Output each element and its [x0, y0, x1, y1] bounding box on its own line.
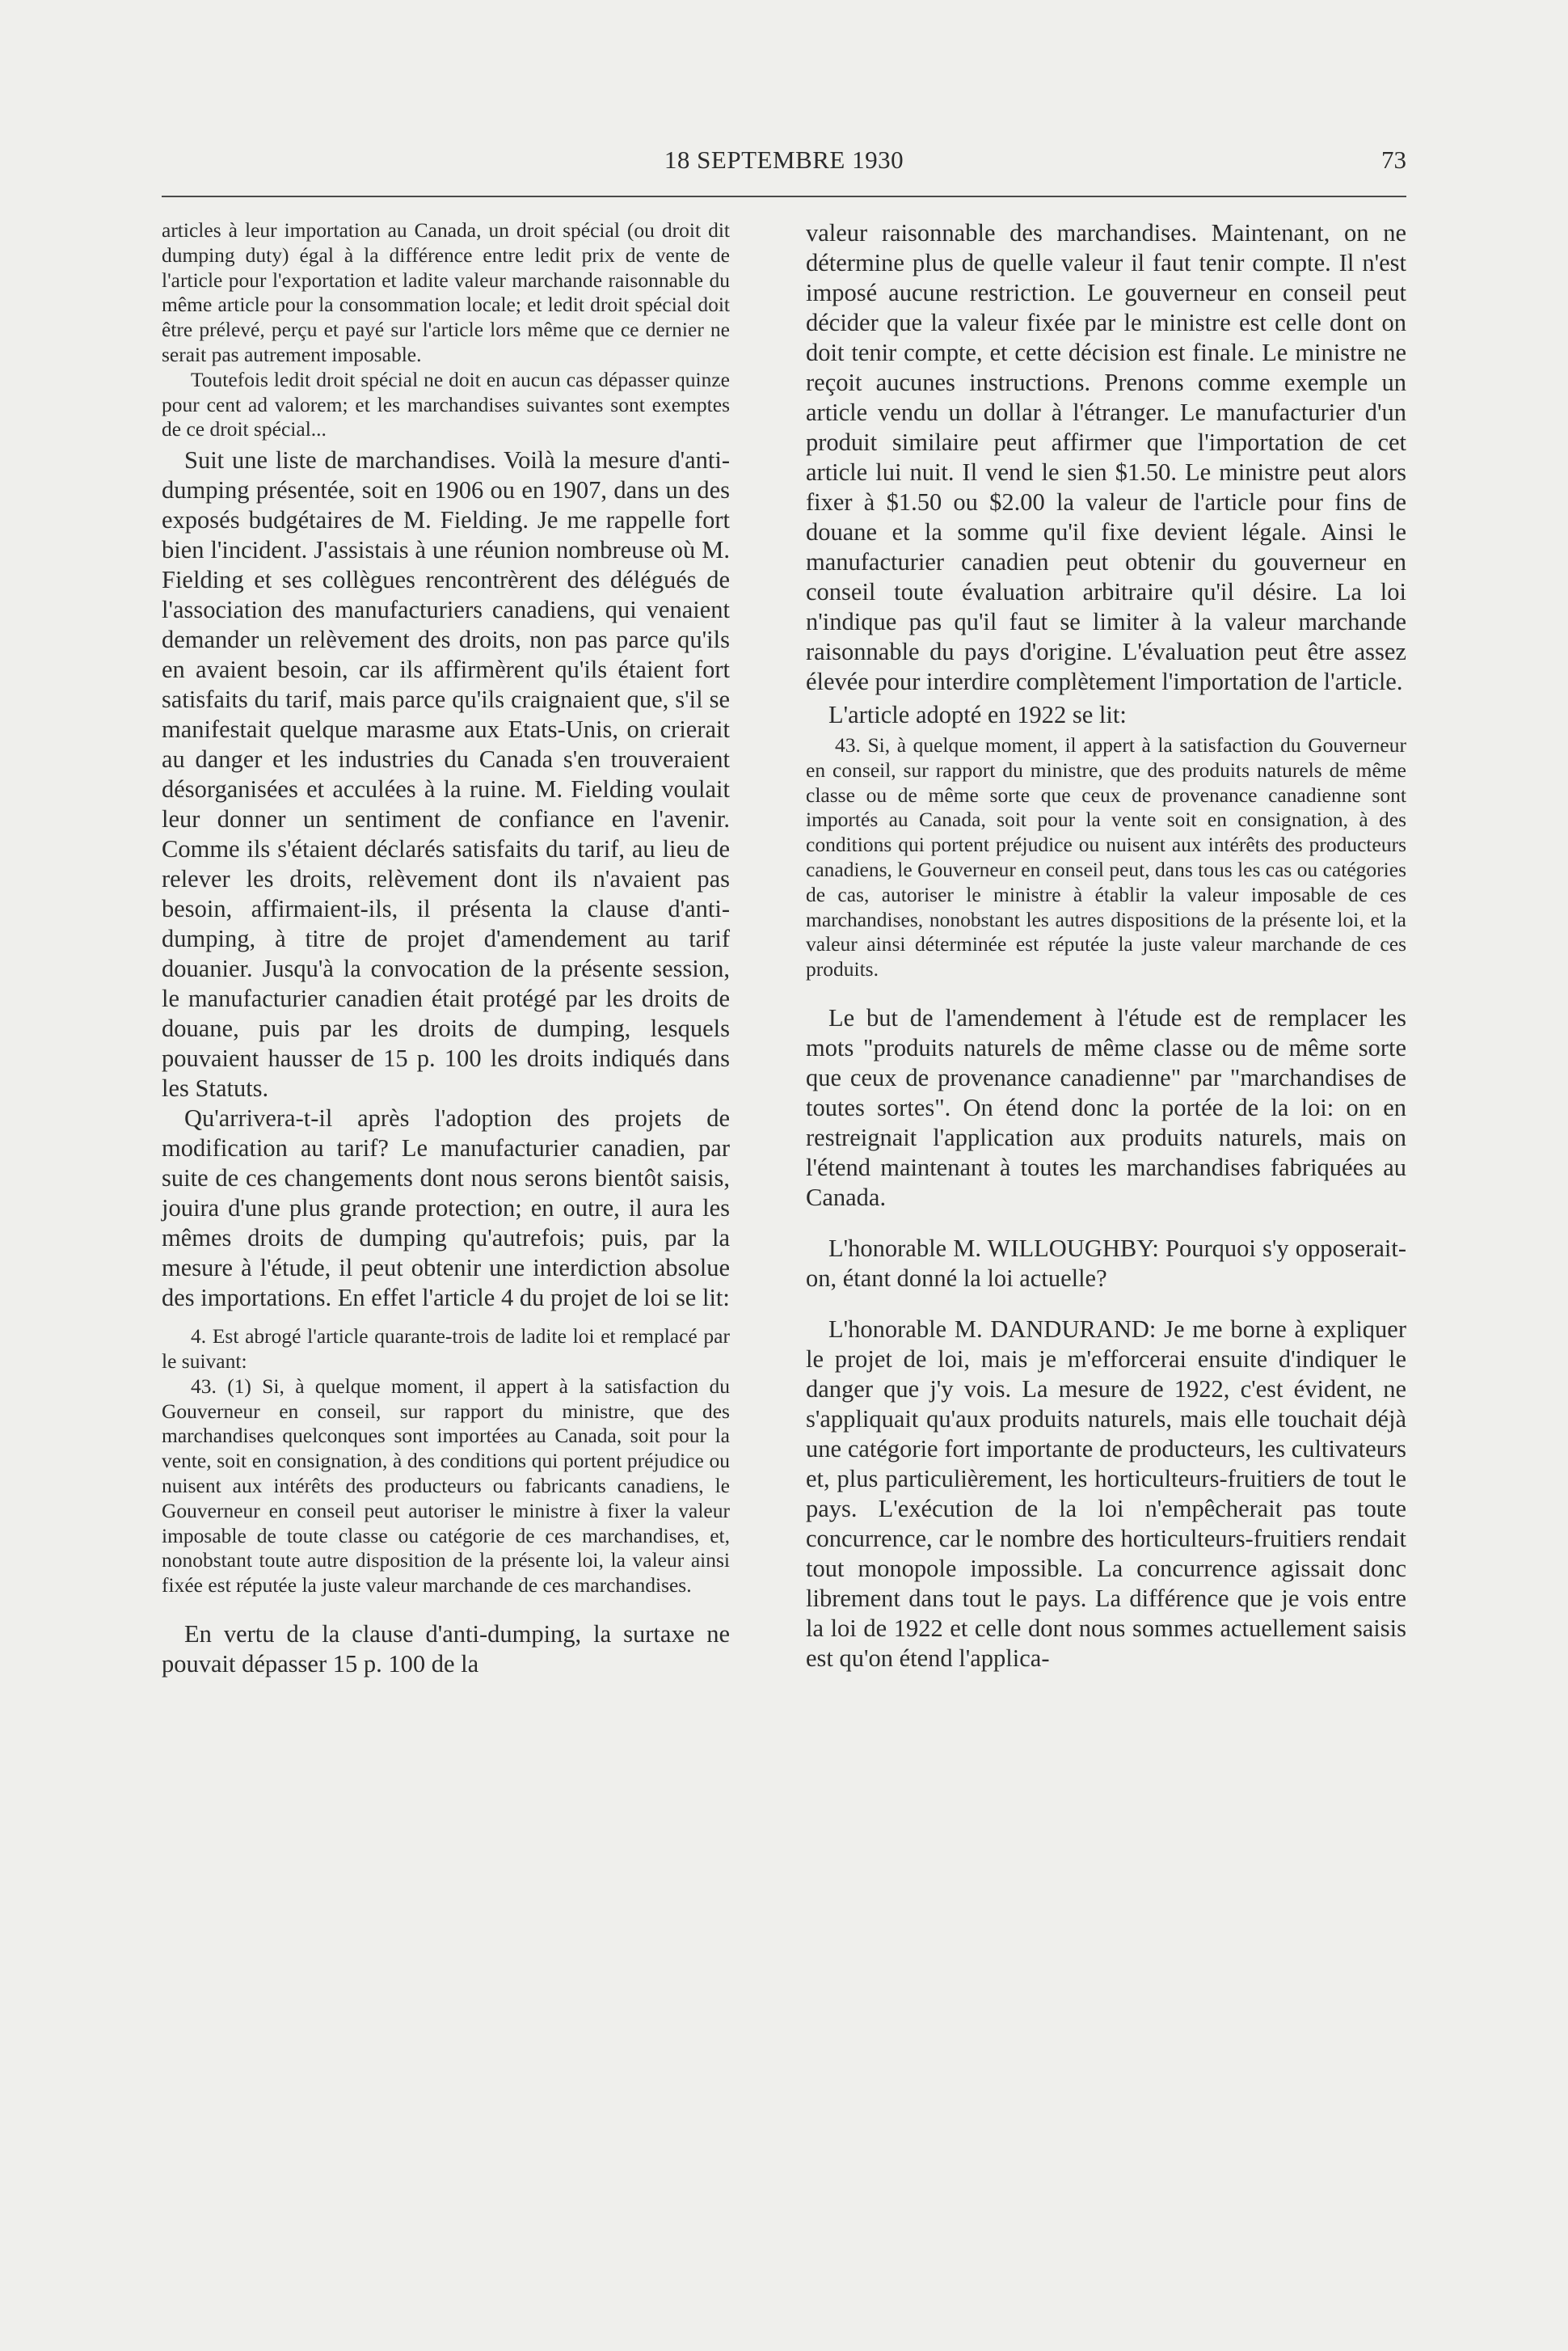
quoted-paragraph: 4. Est abrogé l'article quarante-trois de ladite loi et remplacé par le suivant: — [162, 1324, 730, 1373]
header-rule — [162, 196, 1406, 197]
body-paragraph: Suit une liste de marchandises. Voilà la mesure d'anti-dumping présentée, soit en 1906 ou en 1907, dans un des exposés budgétaires de M. Fielding. Je me rappelle fort bien l'incident. J'assistais à une réunion nombreuse où M. Fielding et ses collègues rencontrèrent des délégués de l'association des manufacturiers canadiens, qui venaient demander un relèvement des droits, non pas parce qu'ils en avaient besoin, car ils affirmèrent qu'ils étaient fort satisfaits du tarif, mais parce qu'ils craignaient que, s'il se manifestait quelque marasme aux Etats-Unis, on crierait au danger et les industries du Canada s'en trouveraient désorganisées et acculées à la ruine. M. Fielding voulait leur donner un sentiment de confiance en l'avenir. Comme ils s'étaient déclarés satisfaits du tarif, au lieu de relever les droits, relèvement dont ils n'avaient pas besoin, affirmaient-ils, il présenta la clause d'anti-dumping, à titre de projet d'amendement au tarif douanier. Jusqu'à la convocation de la présente session, le manufacturier canadien était protégé par les droits de douane, puis par les droits de dumping, lesquels pouvaient hausser de 15 p. 100 les droits indiqués dans les Statuts. — [162, 446, 730, 1103]
body-paragraph: L'article adopté en 1922 se lit: — [828, 701, 1127, 728]
body-paragraph: En vertu de la clause d'anti-dumping, la surtaxe ne pouvait dépasser 15 p. 100 de la — [162, 1619, 730, 1678]
page-header — [162, 139, 1406, 188]
quoted-paragraph: Toutefois ledit droit spécial ne doit en aucun cas dépasser quinze pour cent ad valorem; et les marchandises suivantes sont exemptes de ce droit spécial... — [162, 367, 730, 441]
page-number: 73 — [1381, 146, 1406, 174]
quoted-paragraph: 43. (1) Si, à quelque moment, il appert à la satisfaction du Gouverneur en conseil, sur rapport du ministre, que des marchandises quelconques sont importées au Canada, soit pour la vente, soit en consignation, à des conditions qui portent préjudice ou nuisent aux intérêts des producteurs ou fabricants canadiens, le Gouverneur en conseil peut autoriser le ministre à fixer la valeur imposable de toute classe ou catégorie de ces marchandises, et, nonobstant toute autre disposition de la présente loi, la valeur ainsi fixée est réputée la juste valeur marchande de ces marchandises. — [162, 1374, 730, 1598]
quoted-paragraph: 43. Si, à quelque moment, il appert à la satisfaction du Gouverneur en conseil, sur rapport du ministre, que des produits naturels de même classe ou de même sorte que ceux de provenance canadienne sont importés au Canada, soit pour la vente soit en consignation, à des conditions qui portent préjudice ou nuisent aux intérêts des producteurs canadiens, le Gouverneur en conseil peut, dans tous les cas ou catégories de cas, autoriser le ministre à établir la valeur imposable de ces marchandises, nonobstant les autres dispositions de la présente loi, et la valeur ainsi déterminée est réputée la juste valeur marchande de ces produits. — [806, 733, 1406, 981]
page-title: 18 SEPTEMBRE 1930 — [664, 146, 904, 174]
quoted-paragraph: articles à leur importation au Canada, un droit spécial (ou droit dit dumping duty) égal à la différence entre ledit prix de vente de l'article pour l'exportation et ladite valeur marchande raisonnable du même article pour la consommation locale; et ledit droit spécial doit être prélevé, perçu et payé sur l'article lors même que ce dernier ne serait pas autrement imposable. — [162, 218, 730, 366]
body-paragraph: Qu'arrivera-t-il après l'adoption des projets de modification au tarif? Le manufacturier canadien, par suite de ces changements dont nous serons bientôt saisis, jouira d'une plus grande protection; en outre, il aura les mêmes droits de dumping qu'autrefois; puis, par la mesure à l'étude, il peut obtenir une interdiction absolue des importations. En effet l'article 4 du projet de loi se lit: — [162, 1104, 730, 1312]
speaker-paragraph: L'honorable M. WILLOUGHBY: Pourquoi s'y opposerait-on, étant donné la loi actuelle? — [806, 1234, 1406, 1292]
right-column — [806, 218, 1406, 1674]
body-paragraph: valeur raisonnable des marchandises. Maintenant, on ne détermine plus de quelle valeur il faut tenir compte. Il n'est imposé aucune restriction. Le gouverneur en conseil peut décider que la valeur fixée par le ministre est celle dont on doit tenir compte, et cette décision est finale. Le ministre ne reçoit aucunes instructions. Prenons comme exemple un article vendu un dollar à l'étranger. Le manufacturier d'un produit similaire peut affirmer que l'importation de cet article lui nuit. Il vend le sien $1.50. Le ministre peut alors fixer à $1.50 ou $2.00 la valeur de l'article pour fins de douane et la somme qu'il fixe devient légale. Ainsi le manufacturier canadien peut obtenir du gouverneur en conseil toute évaluation arbitraire qu'il désire. La loi n'indique pas qu'il faut se limiter à la valeur marchande raisonnable du pays d'origine. L'évaluation peut être assez élevée pour interdire complètement l'importation de l'article. — [806, 219, 1406, 695]
body-paragraph: Le but de l'amendement à l'étude est de remplacer les mots "produits naturels de même classe ou de même sorte que ceux de provenance canadienne" par "marchandises de toutes sortes". On étend donc la portée de la loi: on en restreignait l'application aux produits naturels, mais on l'étend maintenant à toutes les marchandises fabriquées au Canada. — [806, 1003, 1406, 1211]
speaker-paragraph: L'honorable M. DANDURAND: Je me borne à expliquer le projet de loi, mais je m'efforcerai ensuite d'indiquer le danger que j'y vois. La mesure de 1922, c'est évident, ne s'appliquait qu'aux produits naturels, mais elle touchait déjà une catégorie fort importante de producteurs, les cultivateurs et, plus particulièrement, les horticulteurs-fruitiers de tout le pays. L'exécution de la loi n'empêcherait pas toute concurrence, car le nombre des horticulteurs-fruitiers rendait tout monopole impossible. La concurrence agissait donc librement dans tout le pays. La différence que je vois entre la loi de 1922 et celle dont nous sommes actuellement saisis est qu'on étend l'applica- — [806, 1315, 1406, 1672]
left-column — [162, 218, 730, 1679]
